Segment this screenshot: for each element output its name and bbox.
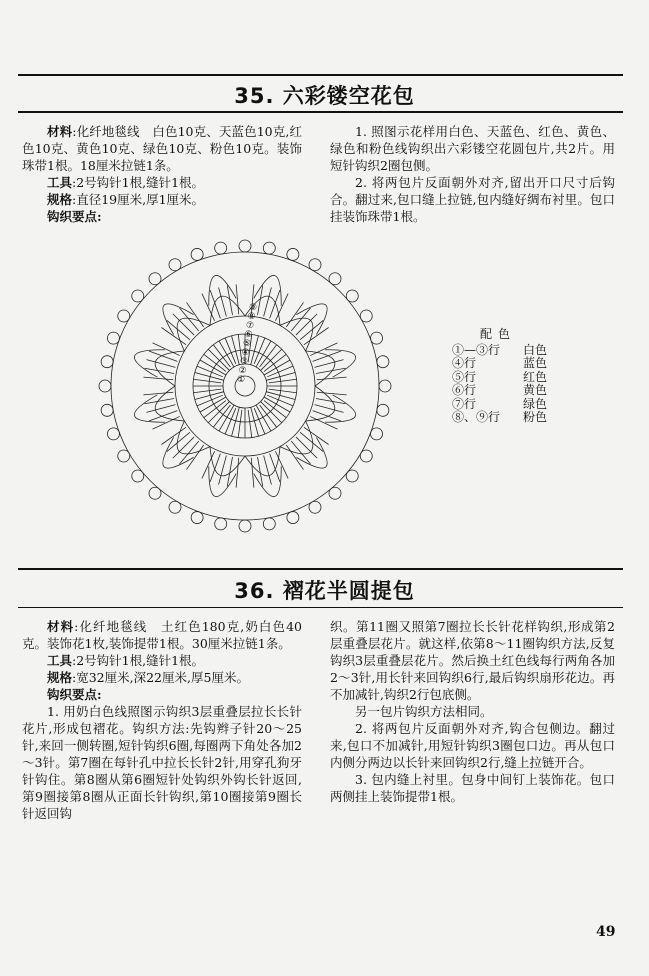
picot-loop <box>287 248 299 260</box>
petal-stitch <box>167 432 190 451</box>
petal-arch <box>155 351 184 386</box>
petal-stitch <box>173 437 194 458</box>
petal-stitch <box>317 377 347 380</box>
tools-label: 工具 <box>47 653 73 668</box>
petal-stitch <box>251 458 254 488</box>
spec-paragraph <box>22 191 302 208</box>
petal-arch <box>245 447 280 476</box>
petal-stitch <box>264 456 272 485</box>
tools-text: :2号钩针1根,缝针1根。 <box>72 653 205 668</box>
petal-stitch <box>161 427 186 444</box>
stitch-line <box>254 338 265 364</box>
stitch-line <box>193 379 221 383</box>
petal-stitch <box>143 392 173 395</box>
picot-loop <box>191 512 203 524</box>
stitch-line <box>269 389 297 393</box>
picot-loop <box>371 428 383 440</box>
spec-text: :宽32厘米,深22厘米,厚5厘米。 <box>72 670 249 685</box>
petal-arch <box>306 386 335 421</box>
petal-stitch <box>317 392 347 395</box>
row-number-marker: ⑤ <box>243 339 252 349</box>
petal-stitch <box>219 287 227 316</box>
picot-loop <box>101 404 113 416</box>
petal-arch <box>155 386 184 421</box>
crochet-chart-diagram <box>95 236 395 536</box>
step-paragraph: 1. 照图示花样用白色、天蓝色、红色、黄色、绿色和粉色线钩织出六彩镂空花圆包片,共2片。用短针钩织2圈包侧。 <box>330 124 615 173</box>
picot-loop <box>215 242 227 254</box>
picot-loop <box>287 512 299 524</box>
materials-label: 材料 <box>47 619 75 634</box>
stitch-line <box>267 366 293 377</box>
petal-stitch <box>286 302 303 327</box>
tools-paragraph <box>22 652 302 669</box>
row-number-marker: ① <box>237 375 246 385</box>
petal-stitch <box>315 405 344 413</box>
stitch-line <box>193 389 221 393</box>
materials-paragraph <box>22 618 302 652</box>
legend-row: ⑥行 黄色 <box>452 383 547 397</box>
stitch-line <box>225 408 236 434</box>
petal-stitch <box>300 320 323 339</box>
materials-paragraph <box>22 123 302 174</box>
spec-paragraph <box>22 669 302 686</box>
outer-ring <box>111 252 379 520</box>
picot-loop <box>379 380 391 392</box>
petal-stitch <box>186 302 203 327</box>
step-paragraph: 3. 包内缝上衬里。包身中间钉上装饰花。包口两侧挂上装饰提带1根。 <box>330 772 615 804</box>
petal-arch <box>210 296 245 325</box>
petal-stitch <box>264 287 272 316</box>
step-paragraph: 另一包片钩织方法相同。 <box>355 704 493 719</box>
petal-stitch <box>296 314 317 335</box>
stitch-line <box>254 408 265 434</box>
section-35-right-column <box>330 123 615 225</box>
petal-arch <box>210 447 245 476</box>
stitch-line <box>269 379 297 383</box>
materials-text: :化纤地毯线 土红色180克,奶白色40克。装饰花1枚,装饰提带1根。30厘米拉链1条。 <box>22 619 302 651</box>
picot-loop <box>191 248 203 260</box>
petal-stitch <box>304 427 329 444</box>
points-heading: 钩织要点: <box>47 687 102 702</box>
materials-label: 材料 <box>47 124 73 139</box>
petal-stitch <box>167 320 190 339</box>
petal-stitch <box>161 327 186 344</box>
section-35-title: 35. 六彩镂空花包 <box>234 84 415 108</box>
row-number-marker: ⑨ <box>249 303 258 313</box>
picot-loop <box>215 518 227 530</box>
stitch-line <box>225 338 236 364</box>
petal-stitch <box>186 445 203 470</box>
color-legend <box>452 328 547 425</box>
picot-loop <box>101 356 113 368</box>
row-number-marker: ⑦ <box>246 321 255 331</box>
petal-stitch <box>300 432 323 451</box>
picot-loop <box>239 520 251 532</box>
petal-stitch <box>143 377 173 380</box>
petal-stitch <box>296 437 317 458</box>
picot-loop <box>239 240 251 252</box>
picot-loop <box>263 242 275 254</box>
picot-loop <box>107 428 119 440</box>
tools-text: :2号钩针1根,缝针1根。 <box>72 175 205 190</box>
row-number-marker: ⑥ <box>244 330 253 340</box>
step-paragraph: 2. 将两包片反面朝外对齐,留出开口尺寸后钩合。翻过来,包口缝上拉链,包内缝好绸布衬里。包口挂装饰珠带1根。 <box>330 175 615 224</box>
legend-row: ⑦行 绿色 <box>452 396 547 411</box>
petal-stitch <box>286 445 303 470</box>
picot-loop <box>377 404 389 416</box>
points-heading: 钩织要点: <box>47 209 102 224</box>
legend-title: 配色 <box>480 327 517 341</box>
tools-paragraph <box>22 174 302 191</box>
step-paragraph: 1. 用奶白色线照图示钩织3层重叠层拉长长针花片,形成包褶花。钩织方法:先钩辫子针20～25针,来回一侧转圈,短针钩织6圈,每圈两下角处各加2～3针。第7圈在每针孔中拉长长针2针,用穿孔狗牙针钩住。第8圈从第6圈短针处钩织外钩长针返回,第9圈接第8圈从正面长针钩织,第10圈接第9圈长针返回钩 <box>22 704 302 821</box>
section-36-right-column <box>330 618 615 805</box>
picot-loop <box>263 518 275 530</box>
row-number-marker: ④ <box>241 348 250 358</box>
section-36-top-rule <box>18 568 623 570</box>
picot-loop <box>107 332 119 344</box>
petal-stitch <box>219 456 227 485</box>
tools-label: 工具 <box>47 175 73 190</box>
petal-stitch <box>179 308 198 331</box>
legend-row: ④行 蓝色 <box>452 356 547 370</box>
section-36-left-column <box>22 618 302 822</box>
step-paragraph: 2. 将两包片反面朝外对齐,钩合包侧边。翻过来,包口不加减针,用短针钩织3圈包口边。再从包口内侧分两边以长针来回钩织2行,缝上拉链开合。 <box>330 721 615 770</box>
petal-stitch <box>236 284 239 314</box>
step-paragraph: 织。第11圈又照第7圈拉长长针花样钩织,形成第2层重叠层花片。就这样,依第8～11圈钩织方法,反复钩织3层重叠层花片。然后换土红色线每行两角各加2～3针,用长针来回钩织6行,最后钩织扇形花边。再不加减针,钩织2行包底侧。 <box>330 619 615 702</box>
picot-loop <box>377 356 389 368</box>
stitch-line <box>197 395 223 406</box>
legend-row: ①—③行 白色 <box>452 342 547 357</box>
page-number: 49 <box>596 924 616 940</box>
stitch-line <box>197 366 223 377</box>
picot-loop <box>99 380 111 392</box>
petal-stitch <box>146 405 175 413</box>
petal-stitch <box>315 360 344 368</box>
section-36-title: 36. 褶花半圆提包 <box>234 579 415 603</box>
row-number-marker: ③ <box>240 357 249 367</box>
stitch-line <box>267 395 293 406</box>
section-35-bottom-rule <box>18 111 623 113</box>
spec-label: 规格 <box>47 670 73 685</box>
petal-stitch <box>146 360 175 368</box>
row-number-marker: ② <box>238 366 247 376</box>
petal-stitch <box>291 441 310 464</box>
petal-stitch <box>236 458 239 488</box>
petal-stitch <box>173 314 194 335</box>
legend-row: ⑤行 红色 <box>452 369 547 384</box>
stitch-line <box>248 410 252 438</box>
petal-stitch <box>291 308 310 331</box>
section-36-bottom-rule <box>18 607 623 608</box>
spec-text: :直径19厘米,厚1厘米。 <box>72 192 205 207</box>
spec-label: 规格 <box>47 192 73 207</box>
materials-text: :化纤地毯线 白色10克、天蓝色10克,红色10克、黄色10克、绿色10克、粉色10克。装饰珠带1根。18厘米拉链1条。 <box>22 124 302 173</box>
petal-stitch <box>304 327 329 344</box>
section-35-top-rule <box>18 74 623 76</box>
section-35-left-column <box>22 123 302 225</box>
petal-stitch <box>179 441 198 464</box>
petal-arch <box>306 351 335 386</box>
picot-loop <box>371 332 383 344</box>
legend-row: ⑧、⑨行 粉色 <box>452 410 547 424</box>
row-number-marker: ⑧ <box>247 312 256 322</box>
stitch-line <box>238 410 242 438</box>
